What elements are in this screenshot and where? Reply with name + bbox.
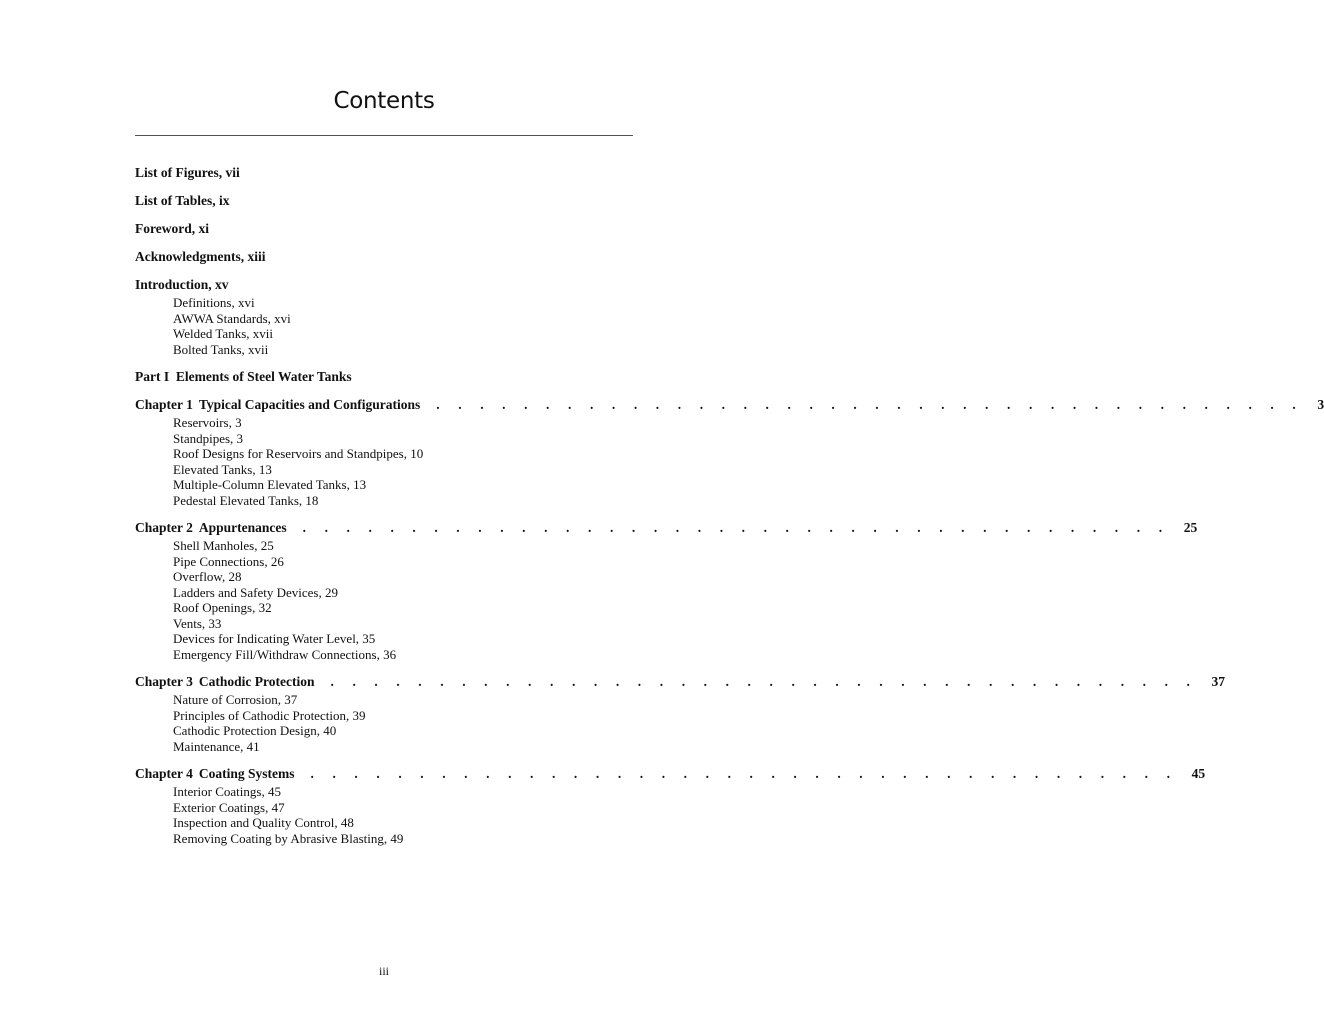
chapter-label: Chapter 3 (135, 674, 193, 689)
toc-subentry[interactable]: Ladders and Safety Devices, 29 (173, 584, 338, 600)
toc-subentry[interactable]: Exterior Coatings, 47 (173, 799, 285, 815)
chapter-label: Chapter 1 (135, 397, 193, 412)
chapter-4-subentries (173, 784, 633, 846)
toc-chapter-4[interactable] (135, 764, 1206, 784)
toc-chapter-3[interactable] (135, 672, 1226, 692)
toc-subentry[interactable]: Standpipes, 3 (173, 430, 244, 446)
toc-subentry[interactable]: Inspection and Quality Control, 48 (173, 815, 354, 830)
toc-subentry[interactable]: Vents, 33 (173, 615, 222, 631)
toc-chapter-1[interactable] (135, 395, 1324, 415)
toc-subentry[interactable]: Pipe Connections, 26 (173, 553, 284, 569)
toc-subentry[interactable]: Reservoirs, 3 (173, 415, 242, 430)
dot-leader: . . . . . . . . . . . . . . . . . . . . . . . . . . . . . . . . . . . . . . . . (302, 520, 1170, 535)
toc-part-heading[interactable]: Part I Elements of Steel Water Tanks (135, 369, 352, 384)
toc-entry-acknowledgments[interactable]: Acknowledgments, xiii (135, 249, 266, 264)
toc-chapter-2[interactable] (135, 518, 1198, 538)
toc-subentry[interactable]: Nature of Corrosion, 37 (173, 692, 298, 707)
toc-entry-list-of-tables[interactable]: List of Tables, ix (135, 193, 230, 208)
toc-subentry[interactable]: Overflow, 28 (173, 569, 242, 584)
toc-subentry[interactable]: Multiple-Column Elevated Tanks, 13 (173, 477, 367, 492)
chapter-title: Appurtenances (198, 520, 287, 535)
chapter-3-subentries (173, 692, 633, 754)
chapter-page-number: 37 (1211, 674, 1226, 689)
chapter-title: Typical Capacities and Configurations (198, 397, 421, 412)
chapter-title: Cathodic Protection (198, 674, 315, 689)
toc-subentry[interactable]: Elevated Tanks, 13 (173, 461, 272, 477)
chapter-label: Chapter 2 (135, 520, 193, 535)
chapter-2-subentries (173, 538, 633, 662)
page-number: iii (378, 964, 389, 978)
toc-subentry[interactable]: Devices for Indicating Water Level, 35 (173, 631, 376, 646)
toc-subentry[interactable]: Bolted Tanks, xvii (173, 341, 269, 357)
toc-entry-introduction[interactable]: Introduction, xv (135, 277, 229, 292)
toc-subentry[interactable]: Roof Designs for Reservoirs and Standpipes, 10 (173, 446, 424, 461)
toc-subentry[interactable]: Removing Coating by Abrasive Blasting, 49 (173, 830, 404, 846)
page-title: Contents (333, 88, 435, 114)
toc-subentry[interactable]: Emergency Fill/Withdraw Connections, 36 (173, 646, 397, 662)
dot-leader: . . . . . . . . . . . . . . . . . . . . . . . . . . . . . . . . . . . . . . . . (310, 766, 1178, 781)
toc-subentry[interactable]: Maintenance, 41 (173, 738, 260, 754)
toc-subentry[interactable]: Cathodic Protection Design, 40 (173, 723, 337, 738)
title-rule (135, 135, 633, 136)
toc-subentry[interactable]: Roof Openings, 32 (173, 600, 272, 615)
toc-entry-list-of-figures[interactable]: List of Figures, vii (135, 165, 240, 180)
toc-entry-foreword[interactable]: Foreword, xi (135, 221, 209, 236)
toc-subentry[interactable]: Shell Manholes, 25 (173, 538, 274, 553)
toc-subentry[interactable]: Pedestal Elevated Tanks, 18 (173, 492, 319, 508)
toc-subentry[interactable]: AWWA Standards, xvi (173, 310, 291, 326)
toc-subentry[interactable]: Welded Tanks, xvii (173, 326, 273, 341)
toc-subentry[interactable]: Definitions, xvi (173, 295, 255, 310)
dot-leader: . . . . . . . . . . . . . . . . . . . . . . . . . . . . . . . . . . . . . . . . (436, 397, 1304, 412)
chapter-page-number: 25 (1183, 520, 1198, 535)
chapter-page-number: 3 (1317, 397, 1324, 412)
dot-leader: . . . . . . . . . . . . . . . . . . . . . . . . . . . . . . . . . . . . . . . . (330, 674, 1198, 689)
table-of-contents (135, 163, 1324, 856)
introduction-subentries (173, 295, 633, 357)
chapter-label: Chapter 4 (135, 766, 193, 781)
chapter-1-subentries (173, 415, 633, 508)
chapter-title: Coating Systems (198, 766, 295, 781)
toc-subentry[interactable]: Interior Coatings, 45 (173, 784, 281, 799)
chapter-page-number: 45 (1191, 766, 1206, 781)
toc-subentry[interactable]: Principles of Cathodic Protection, 39 (173, 707, 366, 723)
